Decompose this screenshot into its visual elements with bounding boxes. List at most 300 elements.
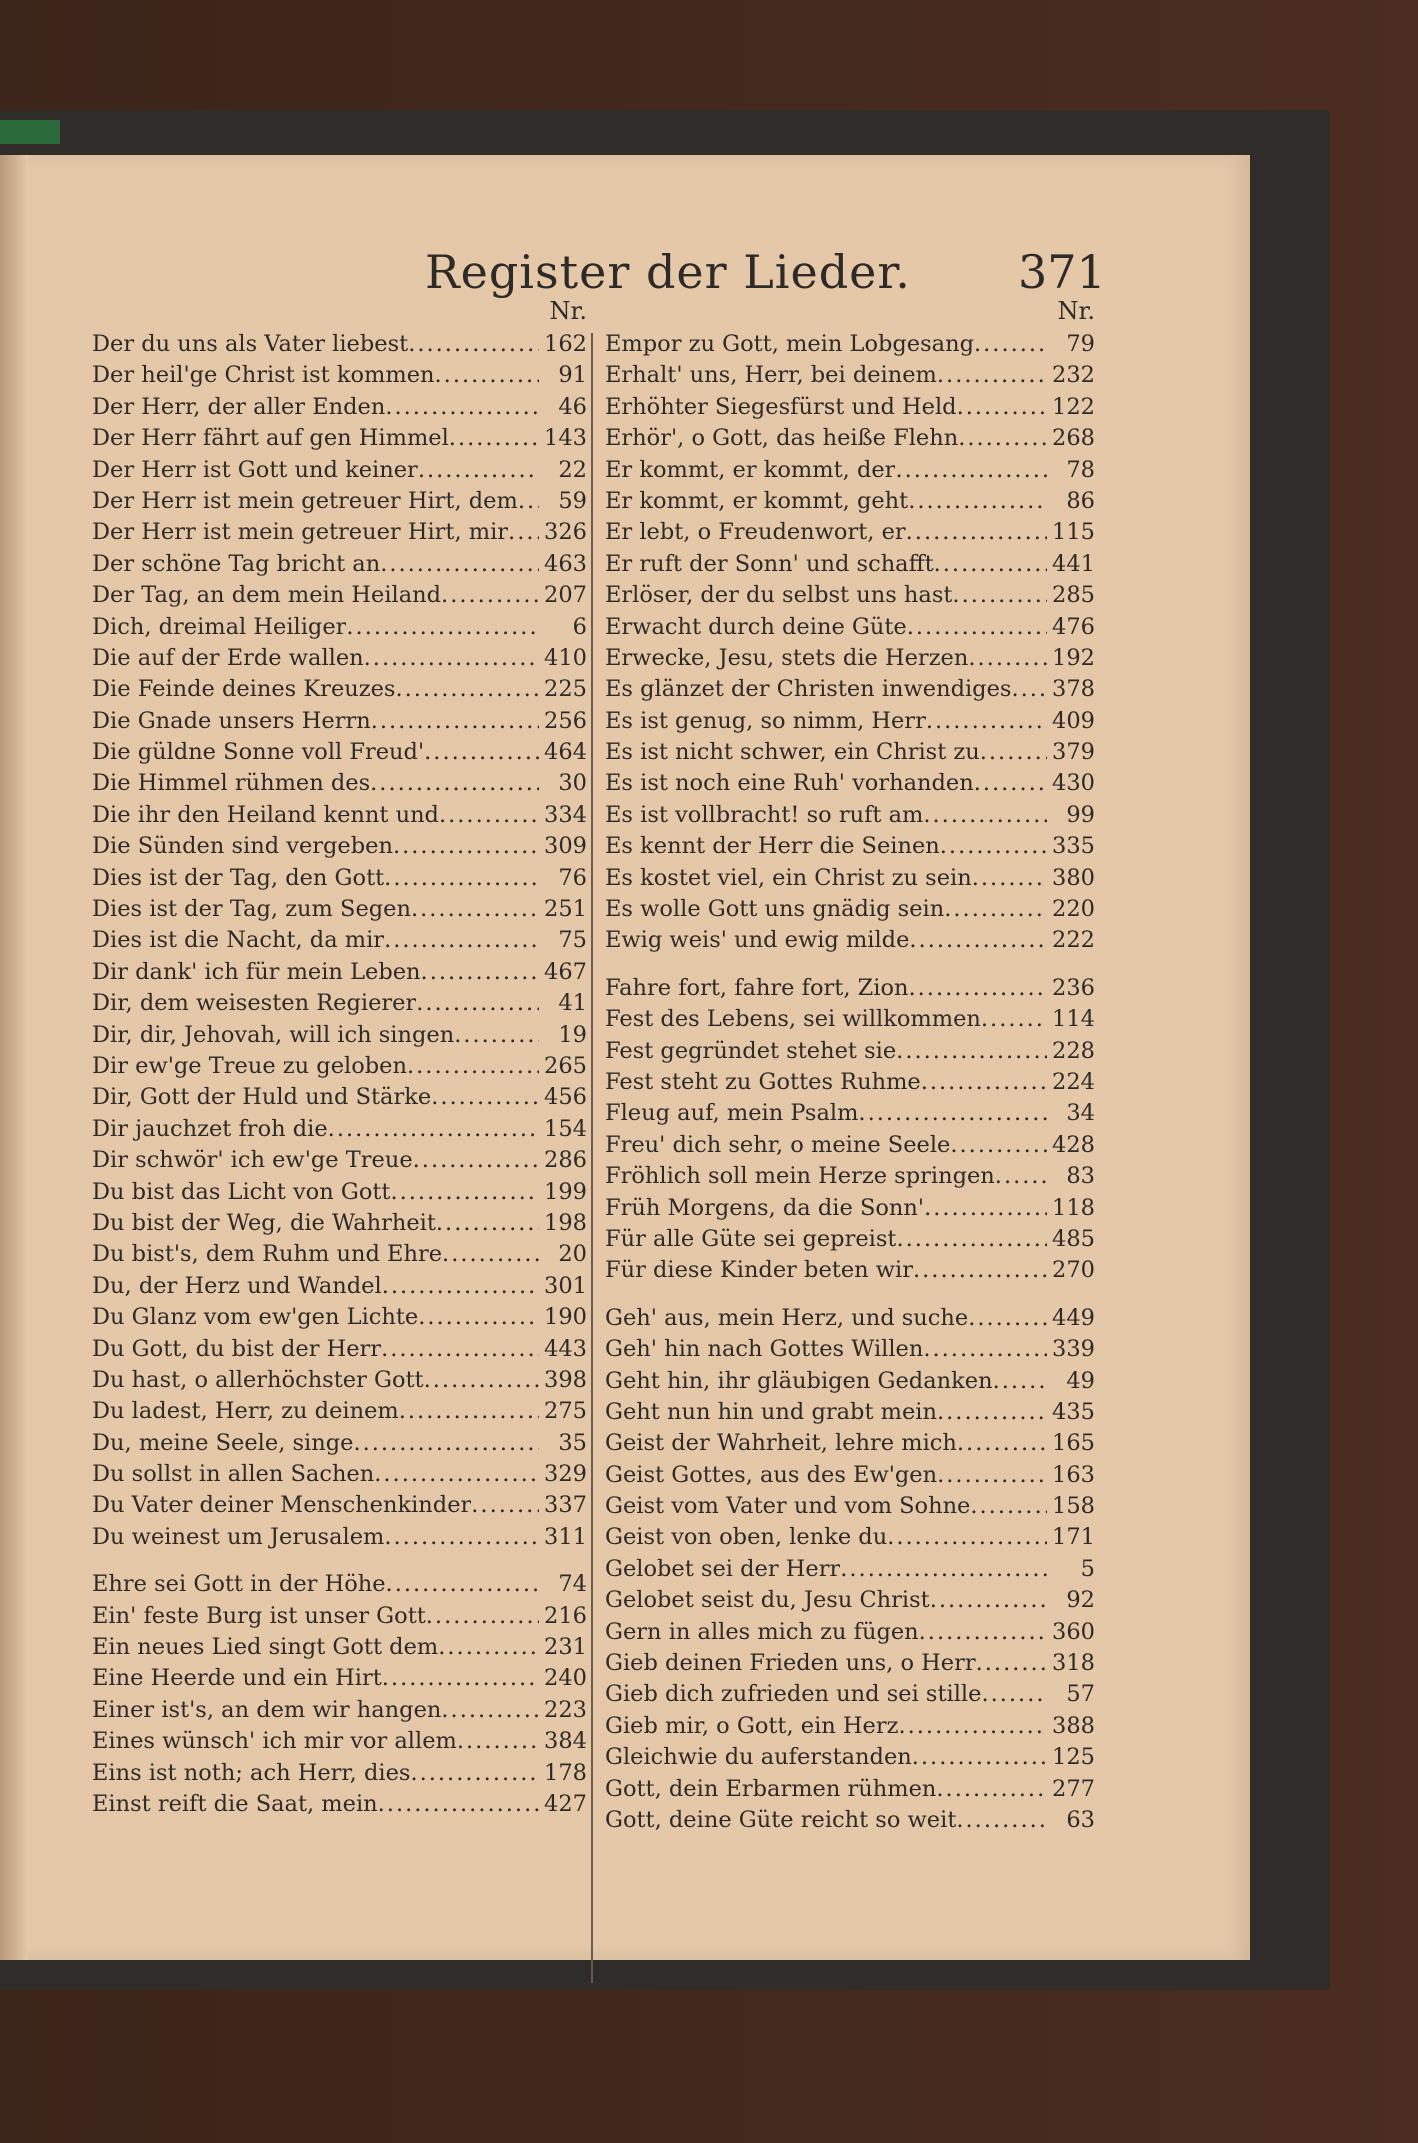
index-entry: [92, 362, 587, 393]
index-entry: [605, 1493, 1095, 1524]
dot-leader: [898, 1713, 1047, 1739]
index-entry: [605, 425, 1095, 456]
dot-leader: [974, 770, 1047, 796]
hymn-title: Gieb dich zufrieden und sei stille: [605, 1681, 982, 1708]
hymn-title: Du bist's, dem Ruhm und Ehre: [92, 1241, 443, 1268]
index-entry: [92, 1304, 587, 1335]
hymn-number: 79: [1066, 331, 1095, 357]
hymn-number: 222: [1052, 927, 1095, 954]
hymn-title: Geh' hin nach Gottes Willen: [605, 1336, 924, 1363]
index-entry: [92, 1147, 587, 1178]
index-entry: [605, 1006, 1095, 1037]
hymn-title: Eins ist noth; ach Herr, dies: [92, 1759, 411, 1786]
dot-leader: [930, 1587, 1047, 1613]
hymn-number: 99: [1066, 801, 1095, 828]
hymn-number: 449: [1052, 1304, 1095, 1331]
dot-leader: [896, 1226, 1047, 1252]
dot-leader: [441, 582, 539, 608]
hymn-title: Erwacht durch deine Güte: [605, 613, 907, 640]
hymn-number: 441: [1052, 550, 1095, 577]
dot-leader: [384, 865, 539, 891]
nr-label: Nr.: [1057, 297, 1095, 325]
index-entry: [605, 1163, 1095, 1194]
index-entry: [605, 1368, 1095, 1399]
hymn-title: Es ist nicht schwer, ein Christ zu: [605, 739, 980, 766]
hymn-title: Gelobet seist du, Jesu Christ: [605, 1587, 930, 1614]
hymn-title: Du ladest, Herr, zu deinem: [92, 1398, 399, 1425]
index-entry: [605, 645, 1095, 676]
dot-leader: [912, 1744, 1047, 1770]
hymn-title: Für diese Kinder beten wir: [605, 1257, 913, 1284]
index-entry: [605, 362, 1095, 393]
hymn-number: 143: [544, 425, 587, 452]
hymn-number: 270: [1052, 1257, 1095, 1284]
hymn-title: Du hast, o allerhöchster Gott: [92, 1366, 424, 1393]
dot-leader: [454, 1022, 539, 1048]
index-entry: [92, 425, 587, 456]
dot-leader: [399, 1398, 539, 1424]
index-entry: [605, 1524, 1095, 1555]
bookmark-ribbon: [0, 120, 60, 144]
hymn-title: Gott, deine Güte reicht so weit: [605, 1806, 957, 1833]
dot-leader: [346, 614, 539, 640]
index-entry: [605, 1713, 1095, 1744]
hymn-number: 223: [544, 1696, 587, 1723]
hymn-title: Gott, dein Erbarmen rühmen: [605, 1775, 937, 1802]
hymn-title: Es ist noch eine Ruh' vorhanden: [605, 770, 974, 797]
hymn-number: 49: [1066, 1367, 1095, 1394]
hymn-number: 311: [544, 1523, 587, 1550]
dot-leader: [441, 1697, 539, 1723]
dot-leader: [378, 1791, 539, 1817]
hymn-title: Eines wünsch' ich mir vor allem: [92, 1728, 457, 1755]
index-entry: [605, 519, 1095, 550]
hymn-number: 207: [544, 582, 587, 609]
index-entry: [92, 582, 587, 613]
dot-leader: [424, 1367, 539, 1393]
index-entry: [605, 1776, 1095, 1807]
hymn-title: Erhöhter Siegesfürst und Held: [605, 393, 957, 420]
group-gap: [605, 1289, 1095, 1305]
dot-leader: [924, 1195, 1047, 1221]
hymn-number: 6: [572, 613, 587, 640]
hymn-title: Ewig weis' und ewig milde: [605, 927, 910, 954]
hymn-number: 154: [544, 1115, 587, 1142]
hymn-title: Der heil'ge Christ ist kommen: [92, 362, 435, 389]
hymn-number: 190: [544, 1304, 587, 1331]
hymn-number: 285: [1052, 582, 1095, 609]
hymn-title: Er kommt, er kommt, der: [605, 456, 896, 483]
hymn-title: Er ruft der Sonn' und schafft: [605, 550, 934, 577]
index-entry: [605, 708, 1095, 739]
hymn-title: Der Herr ist mein getreuer Hirt, mir: [92, 519, 509, 546]
hymn-number: 225: [544, 676, 587, 703]
hymn-number: 301: [544, 1272, 587, 1299]
index-entry: [92, 1665, 587, 1696]
hymn-number: 339: [1052, 1336, 1095, 1363]
index-entry: [605, 975, 1095, 1006]
index-entry: [92, 614, 587, 645]
hymn-number: 236: [1052, 974, 1095, 1001]
hymn-title: Die Himmel rühmen des: [92, 770, 371, 797]
hymn-number: 485: [1052, 1225, 1095, 1252]
hymn-title: Er kommt, er kommt, geht: [605, 487, 909, 514]
hymn-number: 199: [544, 1178, 587, 1205]
index-entry: [92, 1461, 587, 1492]
hymn-title: Du Vater deiner Menschenkinder: [92, 1492, 472, 1519]
hymn-number: 467: [544, 958, 587, 985]
hymn-title: Ein' feste Burg ist unser Gott: [92, 1602, 426, 1629]
index-entry: [605, 1195, 1095, 1226]
hymn-number: 268: [1052, 425, 1095, 452]
dot-leader: [390, 1179, 539, 1205]
dot-leader: [438, 1634, 539, 1660]
hymn-title: Die Feinde deines Kreuzes: [92, 676, 396, 703]
dot-leader: [385, 394, 539, 420]
index-entry: [605, 551, 1095, 582]
hymn-number: 318: [1052, 1650, 1095, 1677]
dot-leader: [919, 1619, 1047, 1645]
hymn-number: 335: [1052, 833, 1095, 860]
dot-leader: [981, 1006, 1047, 1032]
dot-leader: [934, 551, 1047, 577]
index-entry: [605, 865, 1095, 896]
book-page: [0, 155, 1250, 1960]
hymn-title: Der Herr, der aller Enden: [92, 393, 386, 420]
index-entry: [92, 488, 587, 519]
dot-leader: [371, 708, 539, 734]
dot-leader: [374, 1461, 539, 1487]
hymn-number: 125: [1052, 1744, 1095, 1771]
hymn-number: 115: [1052, 519, 1095, 546]
hymn-title: Dir ew'ge Treue zu geloben: [92, 1052, 407, 1079]
hymn-number: 163: [1052, 1461, 1095, 1488]
dot-leader: [950, 1132, 1047, 1158]
hymn-title: Früh Morgens, da die Sonn': [605, 1194, 925, 1221]
hymn-number: 428: [1052, 1131, 1095, 1158]
index-entry: [92, 959, 587, 990]
hymn-number: 456: [544, 1084, 587, 1111]
column-divider: [591, 333, 593, 1983]
dot-leader: [993, 1368, 1047, 1394]
index-entry: [92, 990, 587, 1021]
hymn-number: 78: [1066, 456, 1095, 483]
index-entry: [605, 1399, 1095, 1430]
dot-leader: [858, 1100, 1047, 1126]
page-title: Register der Lieder.: [425, 245, 911, 299]
dot-leader: [407, 1053, 539, 1079]
hymn-number: 476: [1052, 613, 1095, 640]
hymn-number: 171: [1052, 1524, 1095, 1551]
index-entry: [605, 1257, 1095, 1288]
index-entry: [605, 488, 1095, 519]
index-entry: [605, 614, 1095, 645]
hymn-number: 216: [544, 1602, 587, 1629]
index-entry: [92, 833, 587, 864]
dot-leader: [518, 488, 539, 514]
index-entry: [92, 1760, 587, 1791]
dot-leader: [940, 833, 1047, 859]
hymn-title: Geh' aus, mein Herz, und suche: [605, 1304, 969, 1331]
hymn-title: Dir, Gott der Huld und Stärke: [92, 1084, 432, 1111]
hymn-title: Für alle Güte sei gepreist: [605, 1225, 897, 1252]
hymn-number: 430: [1052, 770, 1095, 797]
index-entry: [92, 1791, 587, 1822]
hymn-number: 20: [558, 1241, 587, 1268]
hymn-title: Geist Gottes, aus des Ew'gen: [605, 1461, 938, 1488]
dot-leader: [907, 614, 1047, 640]
index-entry: [92, 1697, 587, 1728]
dot-leader: [424, 739, 539, 765]
hymn-number: 76: [558, 864, 587, 891]
dot-leader: [353, 1430, 539, 1456]
hymn-number: 83: [1066, 1163, 1095, 1190]
hymn-number: 410: [544, 644, 587, 671]
dot-leader: [972, 865, 1047, 891]
hymn-number: 463: [544, 550, 587, 577]
index-entry: [605, 927, 1095, 958]
dot-leader: [921, 1069, 1047, 1095]
dot-leader: [909, 927, 1047, 953]
hymn-title: Einst reift die Saat, mein: [92, 1790, 378, 1817]
dot-leader: [386, 1571, 539, 1597]
index-entry: [92, 1336, 587, 1367]
index-entry: [92, 1116, 587, 1147]
index-entry: [92, 865, 587, 896]
dot-leader: [944, 896, 1047, 922]
dot-leader: [970, 1493, 1047, 1519]
dot-leader: [895, 457, 1047, 483]
dot-leader: [926, 708, 1047, 734]
index-entry: [605, 1336, 1095, 1367]
hymn-title: Die ihr den Heiland kennt und: [92, 801, 439, 828]
index-entry: [92, 1524, 587, 1555]
index-entry: [605, 1619, 1095, 1650]
hymn-number: 443: [544, 1335, 587, 1362]
index-entry: [92, 457, 587, 488]
nr-label: Nr.: [549, 297, 587, 325]
index-entry: [92, 1053, 587, 1084]
hymn-number: 384: [544, 1728, 587, 1755]
dot-leader: [439, 802, 539, 828]
hymn-number: 464: [544, 739, 587, 766]
hymn-title: Erhalt' uns, Herr, bei deinem: [605, 362, 937, 389]
hymn-number: 337: [544, 1492, 587, 1519]
hymn-number: 192: [1052, 644, 1095, 671]
hymn-number: 22: [558, 456, 587, 483]
index-entry: [92, 1492, 587, 1523]
hymn-title: Du, der Herz und Wandel: [92, 1272, 382, 1299]
hymn-title: Dir jauchzet froh die: [92, 1115, 328, 1142]
dot-leader: [395, 676, 539, 702]
dot-leader: [913, 1257, 1047, 1283]
index-entry: [92, 1084, 587, 1115]
hymn-title: Es wolle Gott uns gnädig sein: [605, 896, 945, 923]
dot-leader: [1011, 676, 1047, 702]
index-entry: [92, 1728, 587, 1759]
hymn-title: Fest des Lebens, sei willkommen: [605, 1006, 981, 1033]
dot-leader: [981, 1681, 1047, 1707]
index-entry: [92, 896, 587, 927]
index-entry: [92, 802, 587, 833]
dot-leader: [952, 582, 1047, 608]
hymn-number: 74: [558, 1571, 587, 1598]
index-entry: [92, 1398, 587, 1429]
hymn-title: Fest steht zu Gottes Ruhme: [605, 1068, 921, 1095]
dot-leader: [328, 1116, 539, 1142]
hymn-number: 326: [544, 519, 587, 546]
dot-leader: [906, 519, 1047, 545]
index-entry: [92, 1367, 587, 1398]
hymn-number: 118: [1052, 1194, 1095, 1221]
dot-leader: [435, 362, 539, 388]
dot-leader: [937, 362, 1047, 388]
dot-leader: [887, 1524, 1047, 1550]
hymn-title: Geist von oben, lenke du: [605, 1524, 888, 1551]
hymn-number: 275: [544, 1398, 587, 1425]
index-entry: [605, 770, 1095, 801]
dot-leader: [418, 1304, 539, 1330]
dot-leader: [923, 802, 1047, 828]
dot-leader: [471, 1492, 539, 1518]
hymn-title: Der Herr fährt auf gen Himmel: [92, 425, 449, 452]
hymn-number: 378: [1052, 676, 1095, 703]
dot-leader: [995, 1163, 1047, 1189]
hymn-title: Dir, dem weisesten Regierer: [92, 990, 417, 1017]
hymn-number: 158: [1052, 1493, 1095, 1520]
hymn-number: 286: [544, 1147, 587, 1174]
dot-leader: [384, 927, 539, 953]
hymn-title: Freu' dich sehr, o meine Seele: [605, 1131, 951, 1158]
index-entry: [605, 896, 1095, 927]
index-entry: [92, 1603, 587, 1634]
hymn-number: 122: [1052, 393, 1095, 420]
index-entry: [605, 739, 1095, 770]
hymn-title: Dies ist die Nacht, da mir: [92, 927, 385, 954]
hymn-title: Geist vom Vater und vom Sohne: [605, 1493, 971, 1520]
index-entry: [605, 676, 1095, 707]
dot-leader: [426, 1603, 539, 1629]
dot-leader: [380, 551, 539, 577]
page-gutter: [0, 155, 28, 1960]
hymn-number: 360: [1052, 1618, 1095, 1645]
hymn-title: Dir schwör' ich ew'ge Treue: [92, 1147, 413, 1174]
hymn-title: Erlöser, der du selbst uns hast: [605, 582, 953, 609]
dot-leader: [957, 1430, 1047, 1456]
hymn-number: 178: [544, 1759, 587, 1786]
hymn-number: 165: [1052, 1430, 1095, 1457]
hymn-title: Du Glanz vom ew'gen Lichte: [92, 1304, 419, 1331]
hymn-title: Es kennt der Herr die Seinen: [605, 833, 940, 860]
dot-leader: [958, 425, 1047, 451]
index-entry: [92, 1241, 587, 1272]
hymn-number: 92: [1066, 1587, 1095, 1614]
dot-leader: [968, 645, 1047, 671]
hymn-title: Gern in alles mich zu fügen: [605, 1618, 919, 1645]
index-entry: [92, 708, 587, 739]
hymn-title: Geist der Wahrheit, lehre mich: [605, 1430, 957, 1457]
hymn-title: Die güldne Sonne voll Freud': [92, 739, 425, 766]
hymn-title: Die auf der Erde wallen: [92, 644, 364, 671]
hymn-title: Erwecke, Jesu, stets die Herzen: [605, 644, 969, 671]
index-entry: [92, 1430, 587, 1461]
dot-leader: [909, 975, 1048, 1001]
hymn-number: 231: [544, 1634, 587, 1661]
hymn-number: 75: [558, 927, 587, 954]
hymn-title: Du, meine Seele, singe: [92, 1429, 354, 1456]
hymn-title: Du Gott, du bist der Herr: [92, 1335, 382, 1362]
page-number: 371: [1018, 245, 1106, 299]
hymn-title: Du bist das Licht von Gott: [92, 1178, 391, 1205]
dot-leader: [384, 1524, 539, 1550]
dot-leader: [980, 739, 1047, 765]
index-entry: [605, 1744, 1095, 1775]
hymn-title: Geht hin, ihr gläubigen Gedanken: [605, 1367, 993, 1394]
dot-leader: [908, 488, 1047, 514]
dot-leader: [442, 1241, 539, 1267]
index-entry: [605, 1807, 1095, 1838]
hymn-number: 380: [1052, 864, 1095, 891]
index-entry: [605, 394, 1095, 425]
hymn-title: Fahre fort, fahre fort, Zion: [605, 974, 909, 1001]
index-entry: [92, 770, 587, 801]
hymn-number: 198: [544, 1209, 587, 1236]
hymn-title: Eine Heerde und ein Hirt: [92, 1665, 382, 1692]
index-entry: [605, 1038, 1095, 1069]
hymn-number: 435: [1052, 1398, 1095, 1425]
index-entry: [92, 1022, 587, 1053]
hymn-title: Es ist vollbracht! so ruft am: [605, 801, 924, 828]
dot-leader: [436, 1210, 539, 1236]
hymn-title: Er lebt, o Freudenwort, er: [605, 519, 906, 546]
hymn-title: Der Herr ist Gott und keiner: [92, 456, 418, 483]
index-entry: [605, 1226, 1095, 1257]
hymn-number: 409: [1052, 707, 1095, 734]
index-entry: [92, 645, 587, 676]
group-gap: [92, 1555, 587, 1571]
hymn-number: 427: [544, 1790, 587, 1817]
dot-leader: [508, 519, 539, 545]
hymn-title: Es ist genug, so nimm, Herr: [605, 707, 926, 734]
dot-leader: [936, 1776, 1047, 1802]
hymn-number: 19: [558, 1021, 587, 1048]
hymn-title: Du weinest um Jerusalem: [92, 1523, 385, 1550]
dot-leader: [382, 1273, 539, 1299]
hymn-number: 5: [1080, 1555, 1095, 1582]
hymn-title: Dies ist der Tag, zum Segen: [92, 896, 411, 923]
dot-leader: [968, 1305, 1047, 1331]
dot-leader: [393, 833, 539, 859]
dot-leader: [449, 425, 539, 451]
hymn-number: 232: [1052, 362, 1095, 389]
hymn-number: 334: [544, 801, 587, 828]
hymn-number: 30: [558, 770, 587, 797]
hymn-title: Gieb deinen Frieden uns, o Herr: [605, 1650, 976, 1677]
dot-leader: [840, 1556, 1047, 1582]
index-column-right: [605, 297, 1095, 1838]
hymn-number: 309: [544, 833, 587, 860]
index-entry: [605, 1100, 1095, 1131]
hymn-number: 34: [1066, 1100, 1095, 1127]
index-entry: [92, 551, 587, 582]
hymn-title: Gelobet sei der Herr: [605, 1555, 841, 1582]
index-column-left: [92, 297, 587, 1822]
hymn-number: 114: [1052, 1006, 1095, 1033]
hymn-number: 379: [1052, 739, 1095, 766]
hymn-title: Ein neues Lied singt Gott dem: [92, 1634, 439, 1661]
dot-leader: [457, 1728, 539, 1754]
index-entry: [605, 1430, 1095, 1461]
